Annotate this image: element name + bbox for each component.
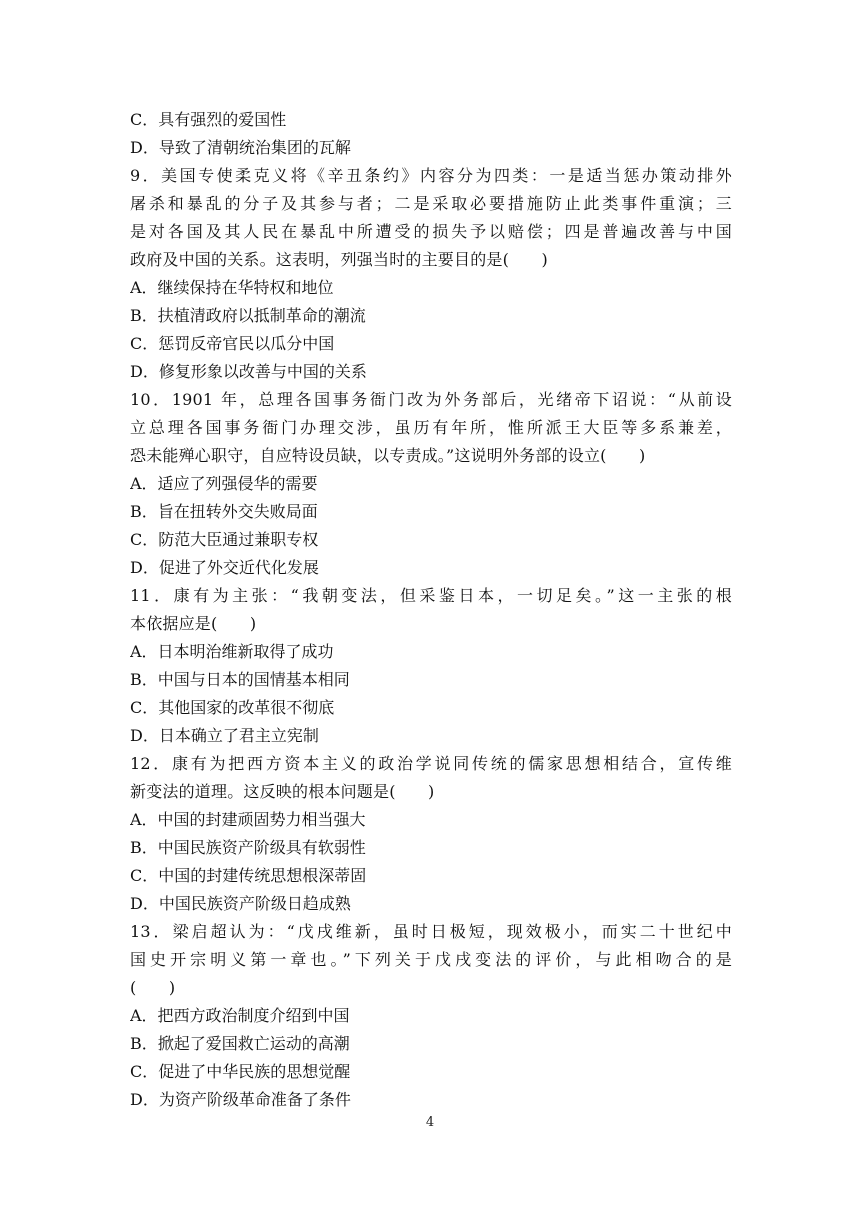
answer-option: A．中国的封建顽固势力相当强大 xyxy=(130,810,366,829)
answer-option: B．扶植清政府以抵制革命的潮流 xyxy=(130,306,366,325)
answer-option: C．其他国家的改革很不彻底 xyxy=(130,698,335,717)
answer-option: B．掀起了爱国救亡运动的高潮 xyxy=(130,1034,350,1053)
question-9 xyxy=(130,162,732,386)
answer-option: D．为资产阶级革命准备了条件 xyxy=(130,1090,351,1109)
answer-option: C．促进了中华民族的思想觉醒 xyxy=(130,1062,351,1081)
answer-option: D．促进了外交近代化发展 xyxy=(130,558,319,577)
question-stem-line: ( ) xyxy=(130,978,176,997)
answer-option: D．中国民族资产阶级日趋成熟 xyxy=(130,894,351,913)
question-stem-line: 政府及中国的关系。这表明，列强当时的主要目的是( ) xyxy=(130,250,548,269)
answer-option: C．中国的封建传统思想根深蒂固 xyxy=(130,866,367,885)
answer-option: D．日本确立了君主立宪制 xyxy=(130,726,319,745)
question-stem-line: 9．美国专使柔克义将《辛丑条约》内容分为四类：一是适当惩办策动排外 xyxy=(130,166,732,185)
question-stem-line: 立总理各国事务衙门办理交涉，虽历有年所，惟所派王大臣等多系兼差， xyxy=(130,418,732,437)
question-8 xyxy=(130,106,732,162)
question-stem-line: 是对各国及其人民在暴乱中所遭受的损失予以赔偿；四是普遍改善与中国 xyxy=(130,222,732,241)
answer-option: D．导致了清朝统治集团的瓦解 xyxy=(130,138,351,157)
answer-option: A．适应了列强侵华的需要 xyxy=(130,474,318,493)
question-stem-line: 国史开宗明义第一章也。”下列关于戊戌变法的评价，与此相吻合的是 xyxy=(130,950,732,969)
answer-option: C．惩罚反帝官民以瓜分中国 xyxy=(130,334,335,353)
answer-option: D．修复形象以改善与中国的关系 xyxy=(130,362,367,381)
question-stem-line: 13．梁启超认为：“戊戌维新，虽时日极短，现效极小，而实二十世纪中 xyxy=(130,922,732,941)
question-stem-line: 本依据应是( ) xyxy=(130,614,257,633)
answer-option: A．把西方政治制度介绍到中国 xyxy=(130,1006,350,1025)
question-12 xyxy=(130,750,732,918)
question-stem-line: 恐未能殚心职守，自应特设员缺，以专责成。”这说明外务部的设立( ) xyxy=(130,446,646,465)
question-13 xyxy=(130,918,732,1114)
question-stem-line: 10．1901 年，总理各国事务衙门改为外务部后，光绪帝下诏说：“从前设 xyxy=(130,390,732,409)
page-number: 4 xyxy=(425,1115,435,1130)
question-stem-line: 12．康有为把西方资本主义的政治学说同传统的儒家思想相结合，宣传维 xyxy=(130,754,732,773)
question-stem-line: 11．康有为主张：“我朝变法，但采鉴日本，一切足矣。”这一主张的根 xyxy=(130,586,732,605)
question-list xyxy=(130,106,732,1114)
answer-option: C．具有强烈的爱国性 xyxy=(130,110,287,129)
question-stem-line: 新变法的道理。这反映的根本问题是( ) xyxy=(130,782,435,801)
question-10 xyxy=(130,386,732,582)
answer-option: B．中国与日本的国情基本相同 xyxy=(130,670,350,689)
answer-option: B．旨在扭转外交失败局面 xyxy=(130,502,318,521)
answer-option: C．防范大臣通过兼职专权 xyxy=(130,530,319,549)
answer-option: A．继续保持在华特权和地位 xyxy=(130,278,334,297)
answer-option: A．日本明治维新取得了成功 xyxy=(130,642,334,661)
question-stem-line: 屠杀和暴乱的分子及其参与者；二是采取必要措施防止此类事件重演；三 xyxy=(130,194,732,213)
question-11 xyxy=(130,582,732,750)
answer-option: B．中国民族资产阶级具有软弱性 xyxy=(130,838,366,857)
